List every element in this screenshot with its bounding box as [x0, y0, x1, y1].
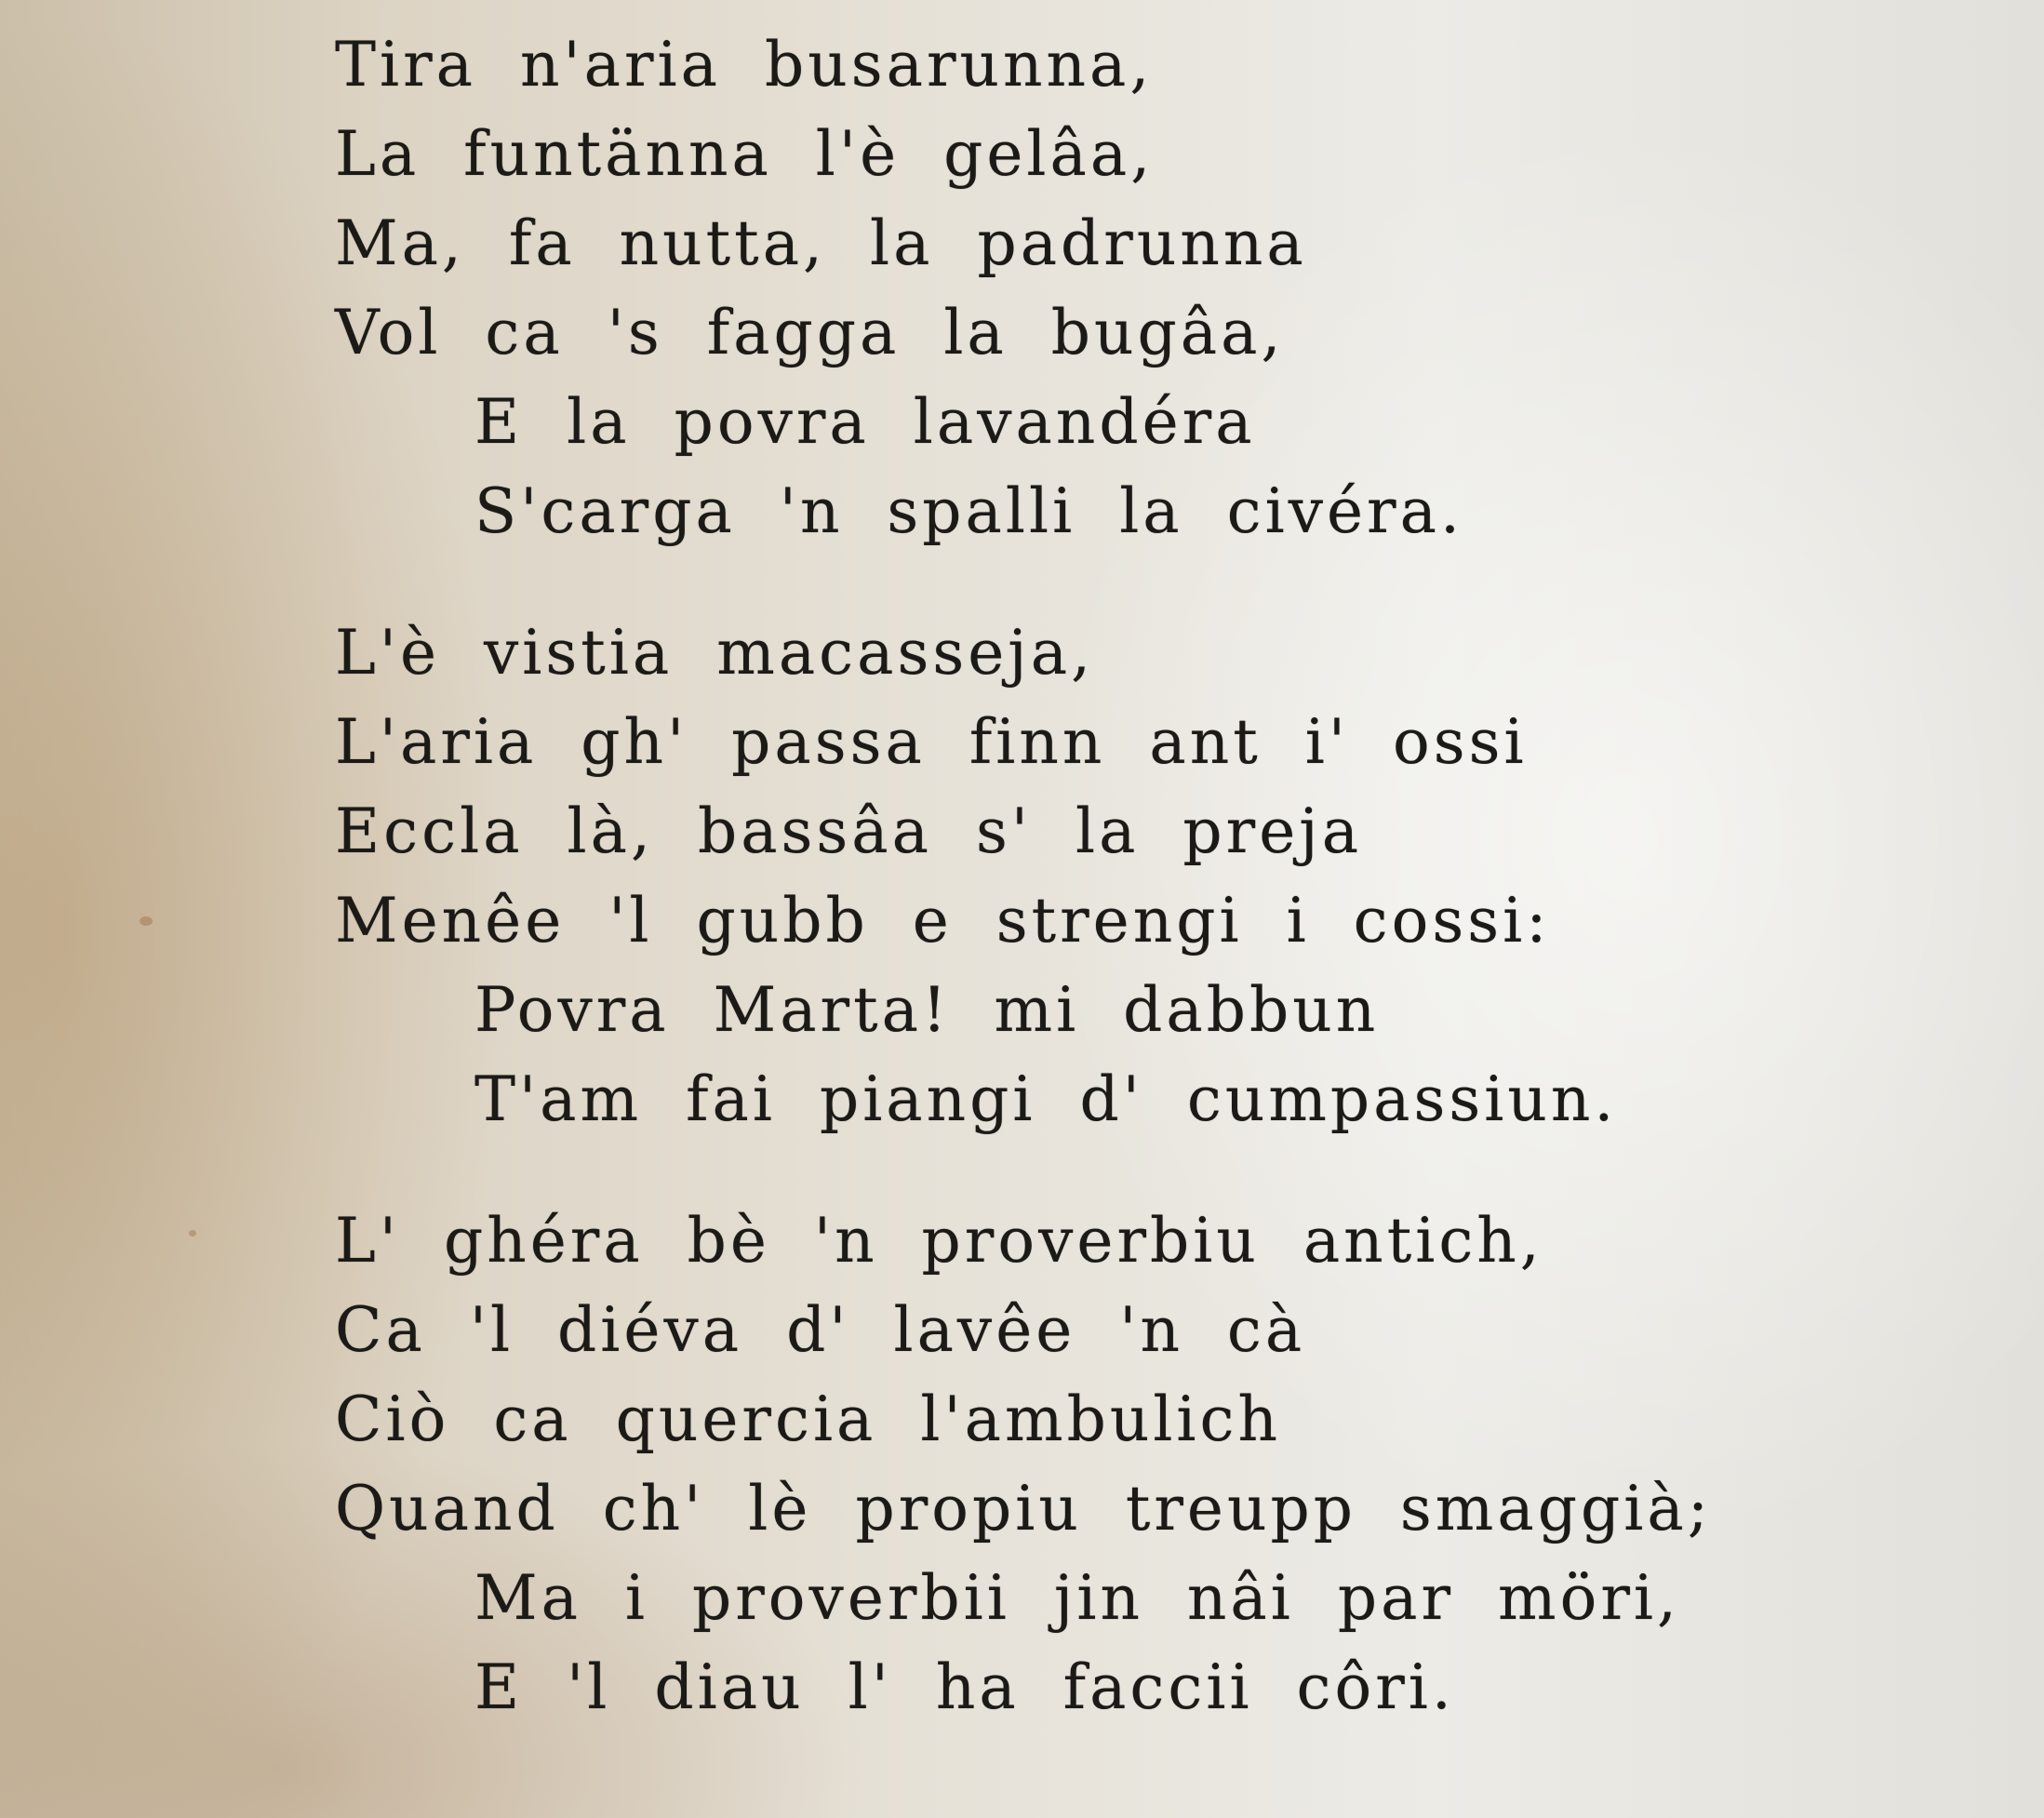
verse-line: E la povra lavandéra	[474, 386, 1256, 458]
verse-line: Tira n'aria busarunna,	[335, 29, 1154, 100]
verse-line: Vol ca 's fagga la bugâa,	[335, 297, 1285, 368]
verse-line: L' ghéra bè 'n proverbiu antich,	[335, 1205, 1543, 1277]
verse-line: Eccla là, bassâa s' la preja	[335, 795, 1363, 867]
poem	[335, 20, 1972, 1785]
verse-line: Ma i proverbii jin nâi par möri,	[474, 1562, 1680, 1634]
verse-line: L'è vistia macasseja,	[335, 617, 1095, 688]
stanza-2	[335, 608, 1972, 1144]
verse-line: Menêe 'l gubb e strengi i cossi:	[335, 885, 1551, 956]
verse-line: S'carga 'n spalli la civéra.	[474, 475, 1463, 547]
verse-line: Ca 'l diéva d' lavêe 'n cà	[335, 1294, 1306, 1366]
verse-line: Ciò ca quercia l'ambulich	[335, 1384, 1282, 1455]
verse-line: Quand ch' lè propiu treupp smaggià;	[335, 1473, 1712, 1544]
verse-line: Povra Marta! mi dabbun	[474, 974, 1380, 1046]
verse-line: L'aria gh' passa finn ant i' ossi	[335, 706, 1528, 778]
stanza-3	[335, 1196, 1972, 1732]
paper-stain	[140, 916, 153, 926]
stanza-1	[335, 20, 1972, 556]
verse-line: T'am fai piangi d' cumpassiun.	[474, 1063, 1618, 1135]
verse-line: E 'l diau l' ha faccii côri.	[474, 1651, 1455, 1723]
verse-line: Ma, fa nutta, la padrunna	[335, 207, 1307, 279]
paper-stain	[189, 1230, 196, 1237]
verse-line: La funtänna l'è gelâa,	[335, 118, 1155, 190]
